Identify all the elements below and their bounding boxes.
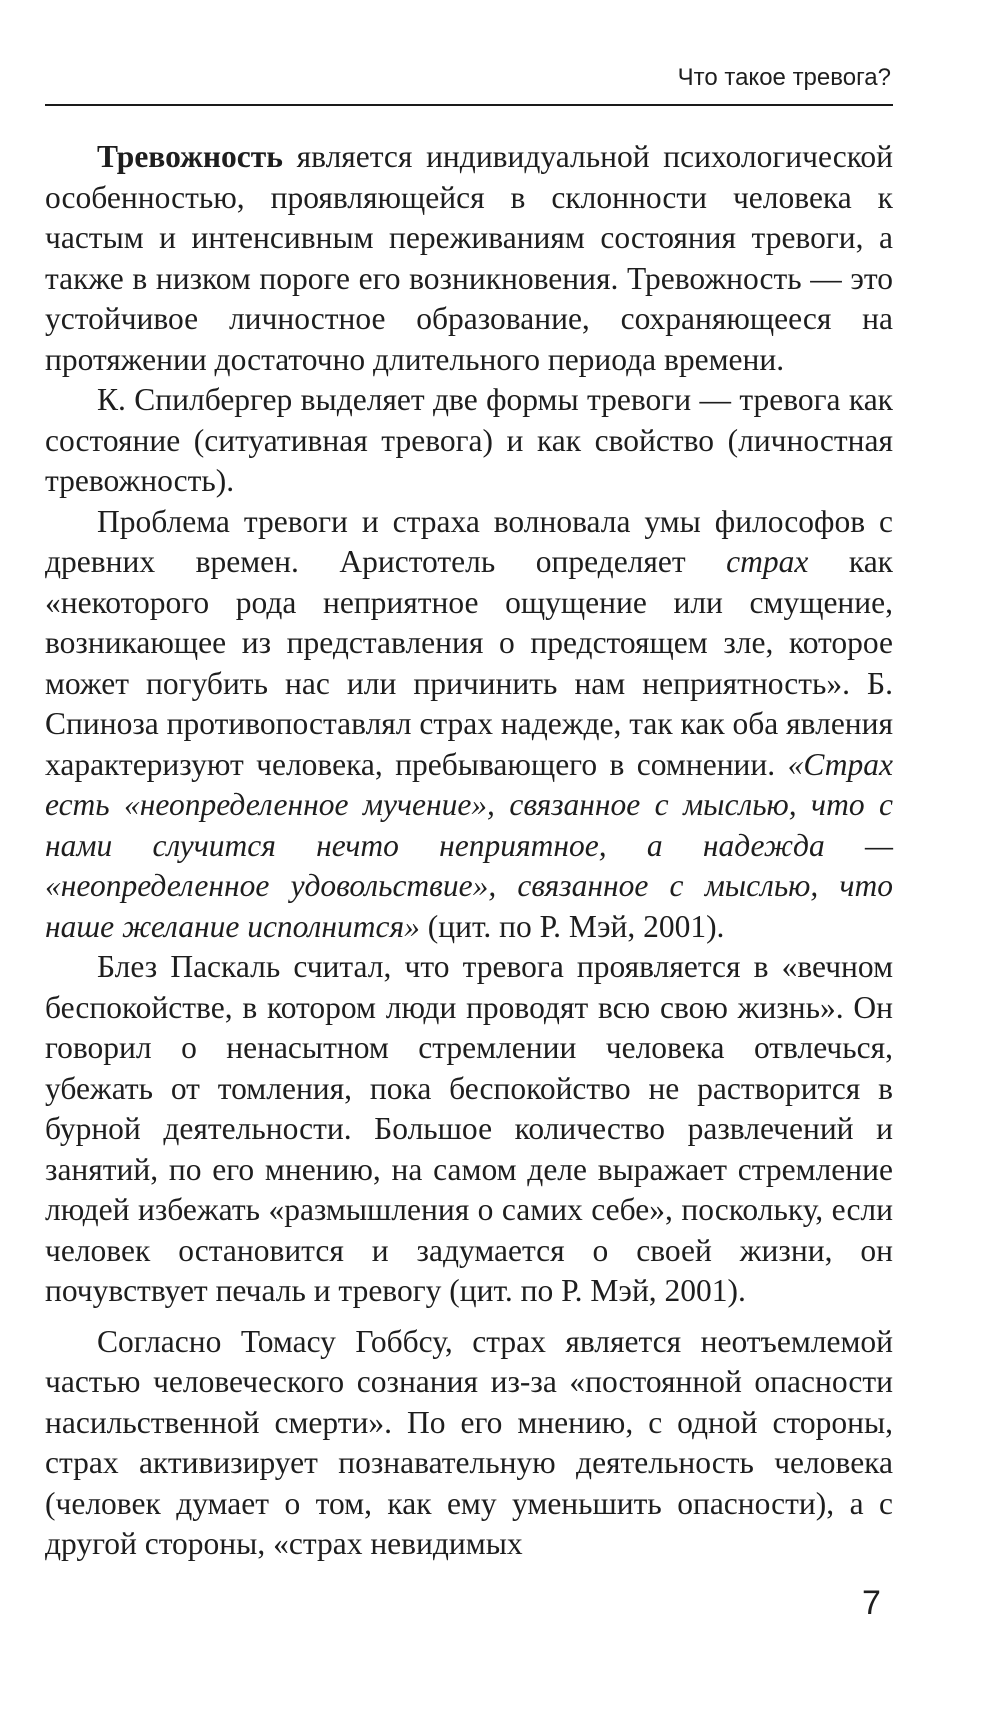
paragraph-pascal: Блез Паскаль считал, что тревога проявляется в «вечном беспокойстве, в котором люди проводят всю свою жизнь». Он говорил о ненасытном стремлении человека отвлечься, убежать от томления, пока беспокойство не растворится в бурной деятельности. Большое количество развлечений и занятий, по его мнению, на самом деле выражает стремление людей избежать «размышления о самих себе», поскольку, если человек остановится и задумается о своей жизни, он почувствует печаль и тревогу (цит. по Р. Мэй, 2001). [45,949,893,1308]
body-text [45,137,893,1565]
italic-term-fear: страх [726,544,809,579]
citation: (цит. по Р. Мэй, 2001). [419,908,725,944]
paragraph-text: как «некоторого рода неприятное ощущение или смущение, возникающее из представления о предстоящем зле, которое может погубить нас или причинить нам неприятность». Б. Спиноза противопоставлял страх надежде, так как оба явления характеризуют человека, пребывающего в сомнении. [45,544,894,782]
paragraph-philosophers [45,502,893,948]
page-number: 7 [862,1584,881,1622]
paragraph-anxiety-definition [45,137,893,380]
paragraph-text: Проблема тревоги и страха волновала умы философов с древних времен. Аристотель определяет [45,503,893,579]
paragraph-hobbes: Согласно Томасу Гоббсу, страх является неотъемлемой частью человеческого сознания из-за «постоянной опасности насильственной смерти». По его мнению, с одной стороны, страх активизирует познавательную деятельность человека (человек думает о том, как ему уменьшить опасности), а с другой стороны, «страх невидимых [45,1323,893,1561]
italic-quote-spinoza: «Страх есть «неопределенное мучение», связанное с мыслью, что с нами случится нечто неприятное, а надежда — «неопределенное удовольствие», связанное с мыслью, что наше желание исполнится» [45,746,893,944]
paragraph-spielberger: К. Спилбергер выделяет две формы тревоги — тревога как состояние (ситуативная тревога) и как свойство (личностная тревожность). [45,382,893,498]
bold-term-anxiety: Тревожность [97,139,283,174]
running-header [45,60,893,106]
paragraph-text: является индивидуальной психологической особенностью, проявляющейся в склонности человека к частым и интенсивным переживаниям состояния тревоги, а также в низком пороге его возникновения. Тревожность — это устойчивое личностное образование, сохраняющееся на протяжении достаточно длительного периода времени. [45,139,893,377]
running-title: Что такое тревога? [677,64,891,91]
